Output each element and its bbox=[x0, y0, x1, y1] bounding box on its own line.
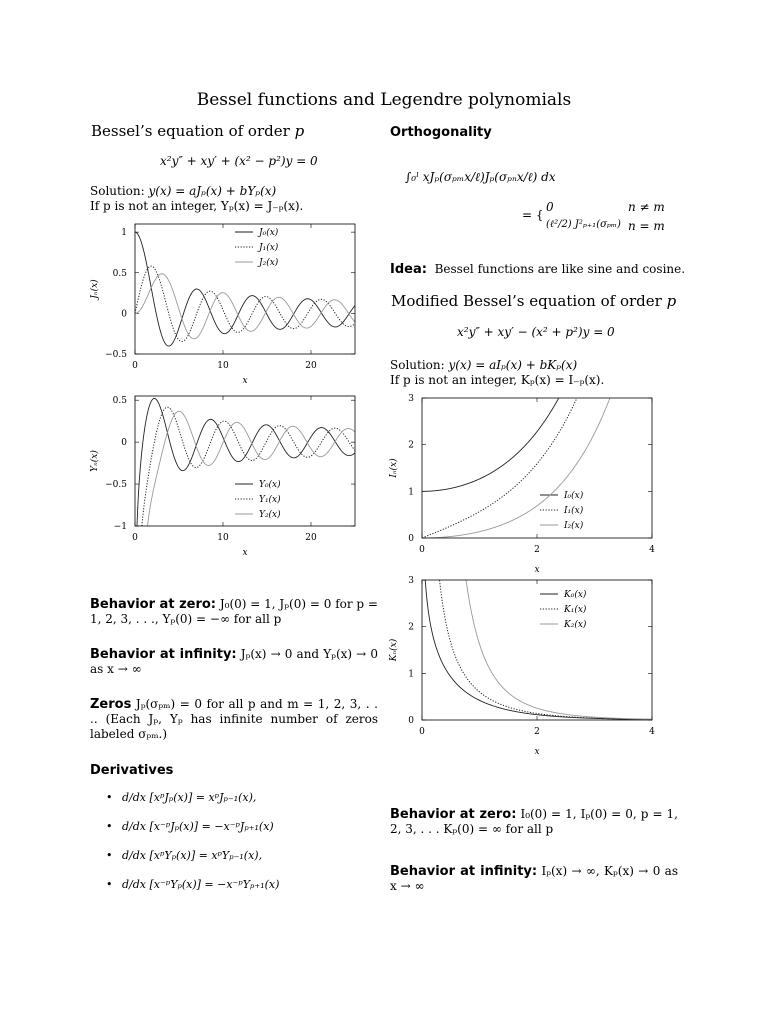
derivatives-heading: Derivatives bbox=[90, 763, 174, 778]
x-tick-label: 2 bbox=[534, 545, 540, 555]
bessel-j-chart bbox=[85, 220, 365, 390]
derivative-item: • d/dx [xᵖJₚ(x)] = xᵖJₚ₋₁(x), bbox=[106, 791, 257, 804]
series-line-Y2 bbox=[136, 411, 355, 560]
derivative-item: • d/dx [x⁻ᵖJₚ(x)] = −x⁻ᵖJₚ₊₁(x) bbox=[106, 820, 274, 833]
y-tick-label: 0 bbox=[408, 534, 414, 544]
legend-label: I₁(x) bbox=[564, 506, 584, 516]
orthogonality-integral: ∫₀ˡ xJₚ(σₚₘx/ℓ)Jₚ(σₚₙx/ℓ) dx bbox=[405, 170, 556, 184]
x-tick-label: 20 bbox=[305, 361, 317, 371]
legend-label: I₀(x) bbox=[564, 491, 584, 501]
series-line-J0 bbox=[135, 232, 355, 346]
x-axis-label: x bbox=[534, 747, 540, 757]
plot-frame bbox=[422, 580, 652, 720]
series-line-J1 bbox=[135, 266, 355, 341]
idea-text: Idea: Bessel functions are like sine and cosine. bbox=[390, 262, 686, 277]
j-behavior-zero: Behavior at zero: J₀(0) = 1, Jₚ(0) = 0 for p = 1, 2, 3, . . ., Yₚ(0) = −∞ for all p bbox=[90, 597, 378, 626]
x-tick-label: 10 bbox=[217, 533, 229, 543]
y-tick-label: 2 bbox=[408, 440, 414, 451]
y-tick-label: 2 bbox=[408, 622, 414, 633]
plot-frame bbox=[135, 396, 355, 526]
series-line-I0 bbox=[422, 390, 652, 491]
x-tick-label: 4 bbox=[649, 727, 655, 737]
bessel-i-chart bbox=[380, 390, 670, 580]
orthogonality-heading: Orthogonality bbox=[390, 125, 492, 140]
series-line-K2 bbox=[423, 572, 652, 719]
x-tick-label: 20 bbox=[305, 533, 317, 543]
y-axis-label: Iₙ(x) bbox=[389, 458, 399, 478]
legend-label: Y₀(x) bbox=[259, 480, 281, 490]
plot-frame bbox=[422, 398, 652, 538]
legend-label: I₂(x) bbox=[564, 521, 584, 531]
y-tick-label: 0 bbox=[121, 309, 127, 320]
derivative-item: • d/dx [xᵖYₚ(x)] = xᵖYₚ₋₁(x), bbox=[106, 849, 263, 862]
legend-label: J₂(x) bbox=[259, 258, 279, 268]
modified-integer-note: If p is not an integer, Kₚ(x) = I₋ₚ(x). bbox=[390, 373, 605, 387]
x-axis-label: x bbox=[242, 548, 248, 558]
bessel-k-chart bbox=[380, 572, 670, 762]
legend-label: Y₂(x) bbox=[259, 510, 281, 520]
x-tick-label: 10 bbox=[217, 361, 229, 371]
legend-label: J₀(x) bbox=[259, 228, 279, 238]
series-line-K1 bbox=[423, 572, 652, 719]
derivative-item: • d/dx [x⁻ᵖYₚ(x)] = −x⁻ᵖYₚ₊₁(x) bbox=[106, 878, 280, 891]
x-tick-label: 0 bbox=[419, 545, 425, 555]
legend-label: J₁(x) bbox=[259, 243, 279, 253]
y-tick-label: 1 bbox=[408, 669, 414, 680]
bessel-solution: Solution: y(x) = aJₚ(x) + bYₚ(x) bbox=[90, 184, 277, 198]
y-tick-label: −1 bbox=[113, 522, 127, 532]
y-tick-label: −0.5 bbox=[105, 480, 127, 491]
x-tick-label: 0 bbox=[132, 533, 138, 543]
y-tick-label: 0 bbox=[408, 716, 414, 726]
modified-bessel-heading: Modified Bessel’s equation of order p bbox=[391, 292, 677, 310]
modified-bessel-equation: x²y″ + xy′ − (x² + p²)y = 0 bbox=[457, 325, 615, 339]
orthogonality-cases: = { 0 n ≠ m (ℓ²/2) J²ₚ₊₁(σₚₘ) n = m bbox=[522, 200, 665, 233]
y-axis-label: Jₙ(x) bbox=[90, 279, 100, 299]
y-tick-label: 3 bbox=[408, 576, 414, 586]
legend-label: K₀(x) bbox=[564, 590, 587, 600]
series-line-I1 bbox=[422, 390, 652, 538]
plot-frame bbox=[135, 224, 355, 354]
j-zeros: Zeros Jₚ(σₚₘ) = 0 for all p and m = 1, 2, 3, . . .. (Each Jₚ, Yₚ has infinite number of zeros labeled σₚₘ.) bbox=[90, 697, 378, 741]
x-axis-label: x bbox=[242, 376, 248, 386]
x-axis-label: x bbox=[534, 565, 540, 575]
x-tick-label: 0 bbox=[419, 727, 425, 737]
i-behavior-zero: Behavior at zero: I₀(0) = 1, Iₚ(0) = 0, p = 1, 2, 3, . . . Kₚ(0) = ∞ for all p bbox=[390, 807, 678, 836]
x-tick-label: 4 bbox=[649, 545, 655, 555]
series-line-J2 bbox=[135, 274, 355, 339]
legend-label: K₂(x) bbox=[564, 620, 587, 630]
y-tick-label: 1 bbox=[121, 228, 127, 239]
y-tick-label: 1 bbox=[408, 487, 414, 498]
y-tick-label: 0 bbox=[121, 438, 127, 449]
series-line-Y0 bbox=[136, 398, 355, 560]
modified-solution: Solution: y(x) = aIₚ(x) + bKₚ(x) bbox=[390, 358, 578, 372]
bessel-y-chart bbox=[85, 390, 365, 560]
y-axis-label: Yₙ(x) bbox=[90, 450, 100, 472]
y-tick-label: 0.5 bbox=[112, 396, 127, 407]
y-axis-label: Kₙ(x) bbox=[389, 638, 399, 662]
j-behavior-infinity: Behavior at infinity: Jₚ(x) → 0 and Yₚ(x) → 0 as x → ∞ bbox=[90, 647, 378, 676]
x-tick-label: 2 bbox=[534, 727, 540, 737]
legend-label: K₁(x) bbox=[564, 605, 587, 615]
y-tick-label: 0.5 bbox=[112, 268, 127, 279]
bessel-heading: Bessel’s equation of order p bbox=[91, 122, 305, 140]
page-title: Bessel functions and Legendre polynomials bbox=[196, 90, 572, 110]
x-tick-label: 0 bbox=[132, 361, 138, 371]
bessel-equation: x²y″ + xy′ + (x² − p²)y = 0 bbox=[160, 154, 318, 168]
i-behavior-infinity: Behavior at infinity: Iₚ(x) → ∞, Kₚ(x) → 0 as x → ∞ bbox=[390, 864, 678, 893]
legend-label: Y₁(x) bbox=[259, 495, 281, 505]
bessel-integer-note: If p is not an integer, Yₚ(x) = J₋ₚ(x). bbox=[90, 199, 304, 213]
y-tick-label: 3 bbox=[408, 394, 414, 404]
y-tick-label: −0.5 bbox=[105, 350, 127, 360]
series-line-K0 bbox=[423, 572, 652, 719]
